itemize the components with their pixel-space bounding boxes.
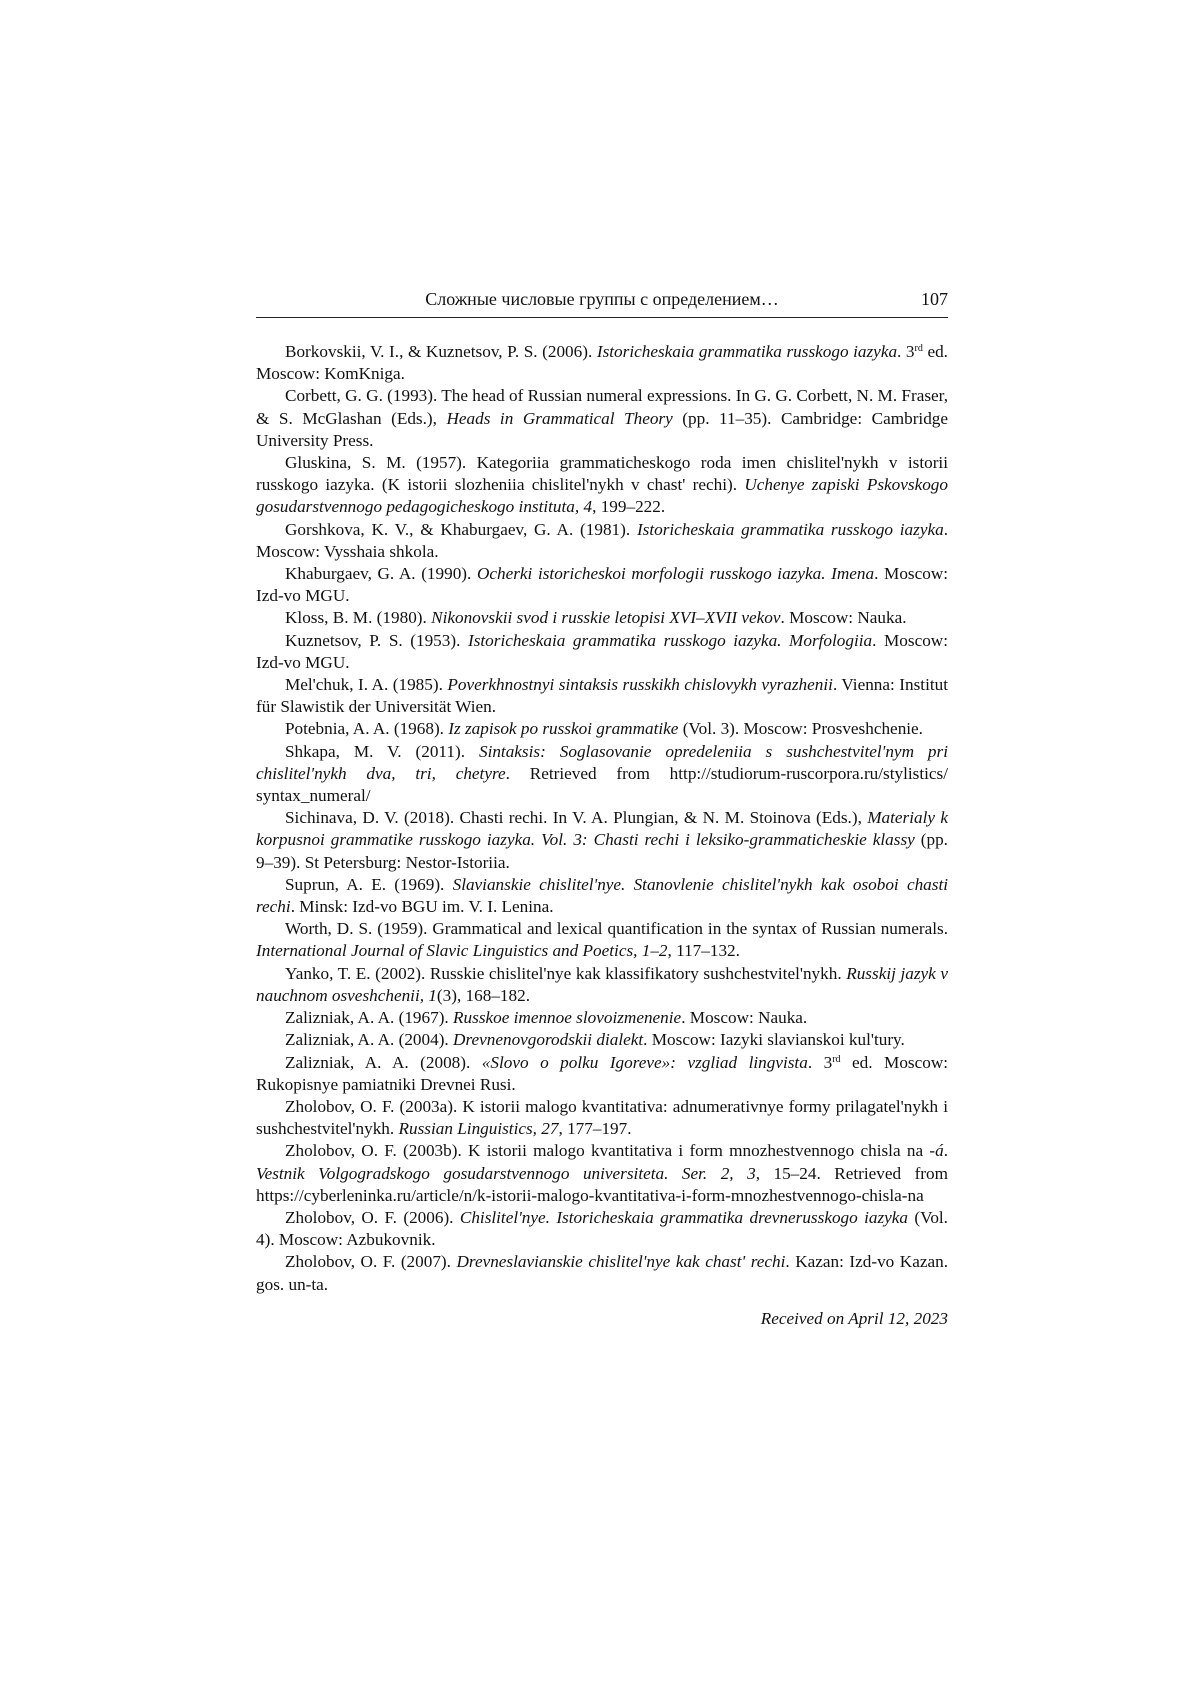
reference-entry bbox=[256, 1029, 948, 1051]
reference-entry bbox=[256, 1251, 948, 1295]
reference-entry bbox=[256, 452, 948, 519]
reference-entry bbox=[256, 607, 948, 629]
reference-text: Zalizniak, A. A. (2004). bbox=[285, 1030, 454, 1050]
reference-text: Kloss, B. M. (1980). bbox=[285, 608, 432, 628]
reference-text: . Moscow: Nauka. bbox=[780, 608, 907, 628]
italic-title: Istoricheskaia grammatika russkogo iazyka bbox=[636, 519, 944, 539]
reference-entry bbox=[256, 630, 948, 674]
reference-text: , 177–197. bbox=[558, 1119, 632, 1139]
reference-text: . Moscow: Iazyki slavianskoi kul'tury. bbox=[643, 1030, 905, 1050]
reference-text: Gluskina, S. M. (1957). Kategoriia grammaticheskogo roda imen chislitel'nykh v istorii russkogo iazyka. (K istorii slozheniia chislitel'nykh v chast' rechi). bbox=[256, 453, 948, 495]
italic-title: Iz zapisok po russkoi grammatike bbox=[448, 719, 679, 739]
reference-text: . 3 bbox=[807, 1052, 833, 1072]
reference-entry bbox=[256, 385, 948, 452]
reference-text: . Moscow: Izd-vo MGU. bbox=[256, 630, 948, 672]
reference-entries bbox=[256, 341, 948, 1296]
italic-title: Sintaksis: Soglasovanie opredeleniia s sushchestvitel'nym pri chislitel'nykh dva, tri, chetyre bbox=[256, 741, 948, 783]
reference-entry bbox=[256, 807, 948, 874]
reference-text: . 3 bbox=[897, 342, 915, 361]
reference-text: Kuznetsov, P. S. (1953). bbox=[285, 630, 468, 650]
italic-title: Drevneslavianskie chislitel'nye kak chast' rechi bbox=[456, 1252, 786, 1272]
italic-title: á bbox=[935, 1141, 944, 1161]
reference-text: Worth, D. S. (1959). Grammatical and lexical quantification in the syntax of Russian numerals. bbox=[285, 919, 948, 939]
reference-text: Yanko, T. E. (2002). Russkie chislitel'nye kak klassifikatory sushchestvitel'nykh. bbox=[285, 963, 847, 983]
italic-title: Slavianskie chislitel'nye. Stanovlenie chislitel'nykh kak osoboi chasti rechi bbox=[256, 874, 948, 917]
reference-text: Zholobov, O. F. (2007). bbox=[285, 1252, 457, 1272]
reference-text: . Moscow: Nauka. bbox=[681, 1008, 808, 1028]
reference-text: (3), 168–182. bbox=[436, 985, 530, 1005]
reference-text: Zholobov, O. F. (2003a). K istorii malogo kvantitativa: adnumerativnye formy prilagatel'nykh i sushchestvitel'nykh. bbox=[256, 1096, 948, 1139]
reference-entry bbox=[256, 918, 948, 962]
reference-text: Shkapa, M. V. (2011). bbox=[285, 741, 479, 761]
reference-text: (pp. 11–35). Cambridge: Cambridge University Press. bbox=[256, 408, 949, 450]
reference-text: . Minsk: Izd-vo BGU im. V. I. Lenina. bbox=[290, 897, 554, 917]
reference-entry bbox=[256, 1052, 948, 1096]
reference-entry bbox=[256, 1207, 948, 1251]
italic-title: Nikonovskii svod i russkie letopisi XVI–XVII vekov bbox=[431, 608, 781, 628]
reference-text: . Retrieved from http://studiorum-ruscorpora.ru/stylistics/ syntax_numeral/ bbox=[256, 763, 948, 806]
reference-text: (pp. 9–39). St Petersburg: Nestor-Istoriia. bbox=[256, 830, 948, 872]
reference-text: . bbox=[943, 1141, 948, 1161]
reference-text: Mel'chuk, I. A. (1985). bbox=[285, 675, 448, 695]
received-date: Received on April 12, 2023 bbox=[760, 1308, 948, 1328]
reference-text: Zalizniak, A. A. (2008). bbox=[285, 1052, 482, 1072]
reference-text: , 199–222. bbox=[592, 497, 666, 517]
italic-title: Russkij jazyk v nauchnom osveshchenii, 1 bbox=[256, 963, 949, 1005]
reference-entry bbox=[256, 718, 948, 740]
reference-text: ed. Moscow: KomKniga. bbox=[256, 342, 948, 384]
italic-title: Poverkhnostnyi sintaksis russkikh chislovykh vyrazhenii bbox=[447, 675, 833, 695]
italic-title: «Slovo o polku Igoreve»: vzgliad lingvista bbox=[481, 1052, 808, 1072]
reference-entry bbox=[256, 519, 948, 563]
reference-text: , 117–132. bbox=[667, 941, 740, 961]
italic-title: Drevnenovgorodskii dialekt bbox=[453, 1030, 644, 1050]
italic-title: Chislitel'nye. Istoricheskaia grammatika drevnerusskogo iazyka bbox=[459, 1207, 909, 1227]
reference-text: Zalizniak, A. A. (1967). bbox=[285, 1008, 454, 1028]
italic-title: Istoricheskaia grammatika russkogo iazyka bbox=[596, 342, 898, 361]
superscript: rd bbox=[914, 343, 923, 354]
reference-entry bbox=[256, 563, 948, 607]
reference-text: . Kazan: Izd-vo Kazan. gos. un-ta. bbox=[256, 1252, 948, 1294]
reference-text: (Vol. 3). Moscow: Prosveshchenie. bbox=[678, 719, 923, 739]
page-number: 107 bbox=[921, 289, 948, 309]
italic-title: Heads in Grammatical Theory bbox=[446, 408, 673, 428]
italic-title: Russian Linguistics, 27 bbox=[398, 1119, 559, 1139]
italic-title: Vestnik Volgogradskogo gosudarstvennogo universiteta. Ser. 2, 3 bbox=[256, 1163, 756, 1183]
reference-text: . Moscow: Vysshaia shkola. bbox=[256, 519, 948, 561]
reference-text: ed. Moscow: Rukopisnye pamiatniki Drevnei Rusi. bbox=[256, 1052, 949, 1094]
reference-entry bbox=[256, 1140, 948, 1207]
reference-text: Potebnia, A. A. (1968). bbox=[285, 719, 449, 739]
reference-entry bbox=[256, 1096, 948, 1140]
reference-text: Borkovskii, V. I., & Kuznetsov, P. S. (2006). bbox=[285, 342, 597, 361]
reference-text: Khaburgaev, G. A. (1990). bbox=[285, 564, 477, 584]
italic-title: Russkoe imennoe slovoizmenenie bbox=[453, 1008, 682, 1028]
reference-text: . Vienna: Institut für Slawistik der Universität Wien. bbox=[256, 675, 948, 717]
reference-text: Sichinava, D. V. (2018). Chasti rechi. In V. A. Plungian, & N. M. Stoinova (Eds.), bbox=[285, 808, 868, 828]
reference-entry bbox=[256, 674, 948, 718]
reference-entry bbox=[256, 1007, 948, 1029]
reference-text: Suprun, A. E. (1969). bbox=[285, 874, 453, 894]
italic-title: Uchenye zapiski Pskovskogo gosudarstvennogo pedagogicheskogo instituta, 4 bbox=[256, 475, 948, 517]
reference-entry bbox=[256, 874, 948, 918]
reference-entry bbox=[256, 341, 948, 385]
reference-text: Corbett, G. G. (1993). The head of Russian numeral expressions. In G. G. Corbett, N. M. Fraser, & S. McGlashan (Eds.), bbox=[256, 386, 948, 428]
reference-entry bbox=[256, 963, 948, 1007]
reference-text: Gorshkova, K. V., & Khaburgaev, G. A. (1981). bbox=[285, 519, 637, 539]
running-title: Сложные числовые группы с определением… bbox=[425, 289, 779, 309]
reference-list bbox=[256, 341, 948, 1330]
reference-entry bbox=[256, 741, 948, 808]
superscript: rd bbox=[832, 1053, 841, 1065]
italic-title: Materialy k korpusnoi grammatike russkogo iazyka. Vol. 3: Chasti rechi i leksiko-grammaticheskie klassy bbox=[256, 808, 948, 850]
running-header bbox=[256, 287, 948, 318]
italic-title: Ocherki istoricheskoi morfologii russkogo iazyka. Imena bbox=[476, 564, 875, 584]
reference-text: , 15–24. Retrieved from https://cyberleninka.ru/article/n/k-istorii-malogo-kvantitativa-i-form-mnozhestvennogo-chisla-na bbox=[256, 1163, 948, 1205]
reference-text: Zholobov, O. F. (2006). bbox=[285, 1207, 460, 1227]
reference-text: (Vol. 4). Moscow: Azbukovnik. bbox=[256, 1207, 948, 1250]
reference-text: . Moscow: Izd-vo MGU. bbox=[256, 564, 949, 606]
reference-text: Zholobov, O. F. (2003b). K istorii malogo kvantitativa i form mnozhestvennogo chisla na - bbox=[285, 1141, 936, 1161]
italic-title: Istoricheskaia grammatika russkogo iazyka. Morfologiia bbox=[467, 630, 873, 650]
italic-title: International Journal of Slavic Linguistics and Poetics, 1–2 bbox=[256, 941, 668, 961]
